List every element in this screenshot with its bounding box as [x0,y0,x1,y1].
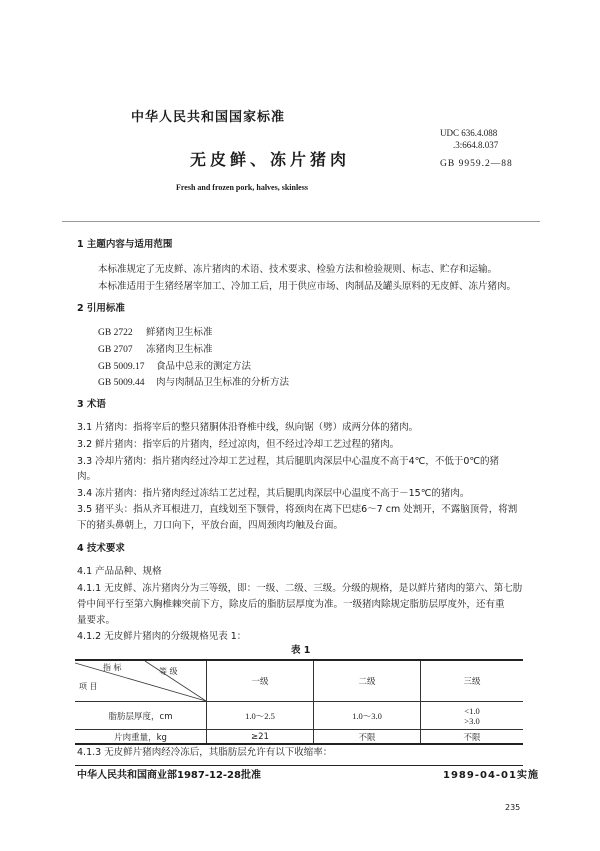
reference-title: 冻猪肉卫生标准 [146,344,213,355]
reference-code: GB 5009.17 [98,362,145,372]
org-title: 中华人民共和国国家标准 [131,110,286,125]
table-corner-cell [75,660,207,702]
term-line: 肉。 [77,471,97,482]
effective-date: 1989-04-01实施 [443,770,539,781]
requirement-line: 骨中间平行至第六胸椎棘突前下方，除皮后的脂肪层厚度为准。一级猪肉除规定脂肪层厚度外，还有重 [77,599,505,610]
table-cell: ≥21 [207,730,314,745]
table-cell [421,702,524,730]
requirement-line: 4.1.3 无皮鲜片猪肉经冷冻后，其脂肪层允许有以下收缩率： [77,747,333,758]
table-row [75,730,523,745]
column-header: 一级 [207,660,314,702]
requirement-line: 4.1 产品品种、规格 [77,566,162,577]
term-line: 3.1 片猪肉：指将宰后的整只猪胴体沿脊椎中线，纵向锯（劈）成两分体的猪肉。 [77,422,419,433]
reference-item [98,361,251,373]
english-title: Fresh and frozen pork, halves, skinless [176,183,308,192]
table-row [75,702,523,730]
corner-label-item: 项 目 [79,682,98,691]
column-header: 二级 [314,660,421,702]
reference-item [98,377,289,389]
paragraph: 本标准适用于生猪经屠宰加工、冷加工后，用于供应市场、肉制品及罐头原料的无皮鲜、冻片猪肉。 [98,281,517,292]
approval-text: 中华人民共和国商业部1987-12-28批准 [77,770,261,781]
paragraph: 本标准规定了无皮鲜、冻片猪肉的术语、技术要求、检验方法和检验规则、标志、贮存和运输。 [98,264,498,275]
standard-number: GB 9959.2—88 [440,159,513,169]
requirement-line: 量要求。 [77,615,116,626]
term-line: 3.5 猪平头：指从齐耳根进刀，直线划至下颚骨，将颈肉在离下巴痣6～7 cm 处割开，不露脑顶骨，将割 [77,504,518,515]
reference-item [98,344,213,356]
term-line: 3.3 冷却片猪肉：指片猪肉经过冷却工艺过程，其后腿肌肉深层中心温度不高于4℃，不低于0℃的猪 [77,456,500,467]
requirement-line: 4.1.1 无皮鲜、冻片猪肉分为三等级，即：一级、二级、三级。分级的规格，是以鲜片猪肉的第六、第七肋 [77,583,523,594]
reference-title: 食品中总汞的测定方法 [156,361,252,372]
reference-code: GB 5009.44 [98,378,145,388]
header-divider [62,221,540,222]
reference-title: 肉与肉制品卫生标准的分析方法 [156,377,290,388]
table-caption: 表 1 [291,645,311,656]
footer-divider [75,765,523,766]
reference-item [98,327,213,339]
udc-code-cont: .3:664.8.037 [453,140,499,150]
requirement-line: 4.1.2 无皮鲜片猪肉的分级规格见表 1： [77,631,247,642]
section-4-heading: 4 技术要求 [77,543,125,554]
term-line: 下的猪头鼻朝上，刀口向下，平放台面，四周颈肉均触及台面。 [77,520,344,531]
udc-code: UDC 636.4.088 [440,128,498,138]
term-line: 3.2 鲜片猪肉：指宰后的片猪肉，经过凉肉，但不经过冷却工艺过程的猪肉。 [77,439,400,450]
grading-table [75,659,523,745]
table-cell: 不限 [421,730,524,745]
term-line: 3.4 冻片猪肉：指片猪肉经过冻结工艺过程，其后腿肌肉深层中心温度不高于－15℃的猪肉。 [77,488,470,499]
table-header-row [75,660,523,702]
reference-title: 鲜猪肉卫生标准 [146,327,213,338]
cell-line: >3.0 [464,715,480,726]
reference-code: GB 2707 [98,345,133,355]
row-label: 脂肪层厚度，cm [75,702,207,730]
corner-label-indicator: 指 标 [103,663,122,672]
section-1-heading: 1 主题内容与适用范围 [77,239,173,250]
document-title: 无皮鲜、冻片猪肉 [190,150,351,169]
corner-label-grade: 等 级 [159,667,178,676]
row-label: 片肉重量，kg [75,730,207,745]
table-cell: 1.0～2.5 [207,702,314,730]
page-number: 235 [505,803,521,812]
table-cell: 1.0～3.0 [314,702,421,730]
column-header: 三级 [421,660,524,702]
reference-code: GB 2722 [98,328,133,338]
cell-line: <1.0 [464,705,480,716]
section-2-heading: 2 引用标准 [77,303,125,314]
section-3-heading: 3 术语 [77,399,106,410]
table-cell: 不限 [314,730,421,745]
